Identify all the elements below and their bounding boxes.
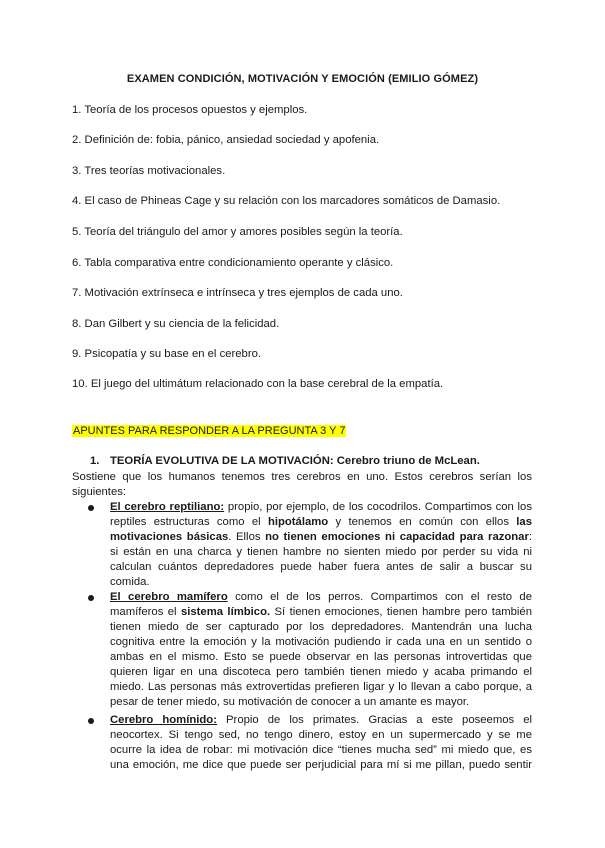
text-line: cognitiva entre la emoción y la motivación pudiendo ir cada una en un sentido o	[110, 636, 532, 648]
text-line: neocortex. Si tengo sed, no tengo dinero, estoy en un supermercado y se me	[110, 729, 532, 741]
bullet-dot	[88, 595, 94, 601]
section-heading	[90, 455, 480, 467]
text-run: como el de los perros. Compartimos con el resto de	[227, 591, 532, 603]
bullet-term: El cerebro mamífero	[110, 591, 228, 603]
question-item: 10. El juego del ultimátum relacionado con la base cerebral de la empatía.	[72, 378, 444, 390]
text-line: comida.	[110, 576, 150, 588]
text-run: :	[528, 531, 532, 543]
section-intro	[72, 470, 532, 500]
text-line: si están en una charca y tienen hambre no sienten miedo por perder su vida ni	[110, 546, 532, 558]
question-item: 7. Motivación extrínseca e intrínseca y tres ejemplos de cada uno.	[72, 287, 403, 299]
document-title: EXAMEN CONDICIÓN, MOTIVACIÓN Y EMOCIÓN (EMILIO GÓMEZ)	[126, 73, 479, 85]
question-item: 6. Tabla comparativa entre condicionamiento operante y clásico.	[72, 257, 394, 269]
text-line: quieren ligar en una discoteca pero también tienen miedo y acaba primando el	[110, 666, 532, 678]
section-number: 1.	[90, 455, 100, 467]
question-item: 8. Dan Gilbert y su ciencia de la felicidad.	[72, 318, 280, 330]
question-item: 2. Definición de: fobia, pánico, ansiedad sociedad y apofenia.	[72, 134, 380, 146]
bullet-term: El cerebro reptiliano:	[110, 501, 225, 513]
text-line: ocurre la idea de robar: mi motivación dice “tienes mucha sed” mi miedo que, es	[110, 744, 532, 756]
bullet-mamifero	[110, 590, 532, 710]
text-run: reptiles estructuras como el	[110, 516, 268, 528]
intro-line: siguientes:	[72, 486, 127, 498]
text-line: tienen miedo de ser capturado por los depredadores. Mantendrán una lucha	[110, 621, 532, 633]
text-run: . Ellos	[228, 531, 266, 543]
bullet-reptiliano	[110, 500, 532, 590]
question-item: 1. Teoría de los procesos opuestos y ejemplos.	[72, 104, 308, 116]
text-run: propio, por ejemplo, de los cocodrilos. Compartimos con los	[224, 501, 532, 513]
text-line: una emoción, me dice que puede ser perjudicial para mí si me pillan, puedo sentir	[110, 759, 532, 771]
text-run: Sí tienen emociones, tienen hambre pero también	[270, 606, 532, 618]
text-run: mamíferos el	[110, 606, 181, 618]
bold-term: hipotálamo	[267, 516, 329, 528]
highlighted-heading: APUNTES PARA RESPONDER A LA PREGUNTA 3 Y 7	[73, 425, 346, 437]
bullet-hominido	[110, 713, 532, 773]
intro-line: Sostiene que los humanos tenemos tres cerebros en uno. Estos cerebros serían los	[72, 471, 532, 483]
question-item: 3. Tres teorías motivacionales.	[72, 165, 226, 177]
bold-term: las	[516, 516, 532, 528]
question-item: 9. Psicopatía y su base en el cerebro.	[72, 348, 262, 360]
text-line: calculan cuántos depredadores puede haber fuera antes de salir a buscar su	[110, 561, 532, 573]
bold-term: sistema límbico.	[180, 606, 271, 618]
text-line: ambas en el mismo. Esto se puede observar en las personas introvertidas que	[110, 651, 532, 663]
section-title: TEORÍA EVOLUTIVA DE LA MOTIVACIÓN: Cerebro triuno de McLean.	[110, 455, 480, 467]
question-item: 4. El caso de Phineas Cage y su relación con los marcadores somáticos de Damasio.	[72, 195, 501, 207]
bullet-dot	[88, 505, 94, 511]
bullet-term: Cerebro homínido:	[110, 714, 217, 726]
bold-term: no tienen emociones ni capacidad para razonar	[265, 531, 529, 543]
text-line: miedo. Las personas más extrovertidas prefieren ligar y lo llevan a cabo porque, a	[110, 681, 532, 693]
text-line: pesar de tener miedo, su motivación de conocer a un amante es mayor.	[110, 696, 470, 708]
text-run: Propio de los primates. Gracias a este poseemos el	[216, 714, 533, 726]
bullet-dot	[88, 718, 94, 724]
text-run: y tenemos en común con ellos	[328, 516, 517, 528]
bold-term: motivaciones básicas	[110, 531, 229, 543]
question-item: 5. Teoría del triángulo del amor y amores posibles según la teoría.	[72, 226, 403, 238]
